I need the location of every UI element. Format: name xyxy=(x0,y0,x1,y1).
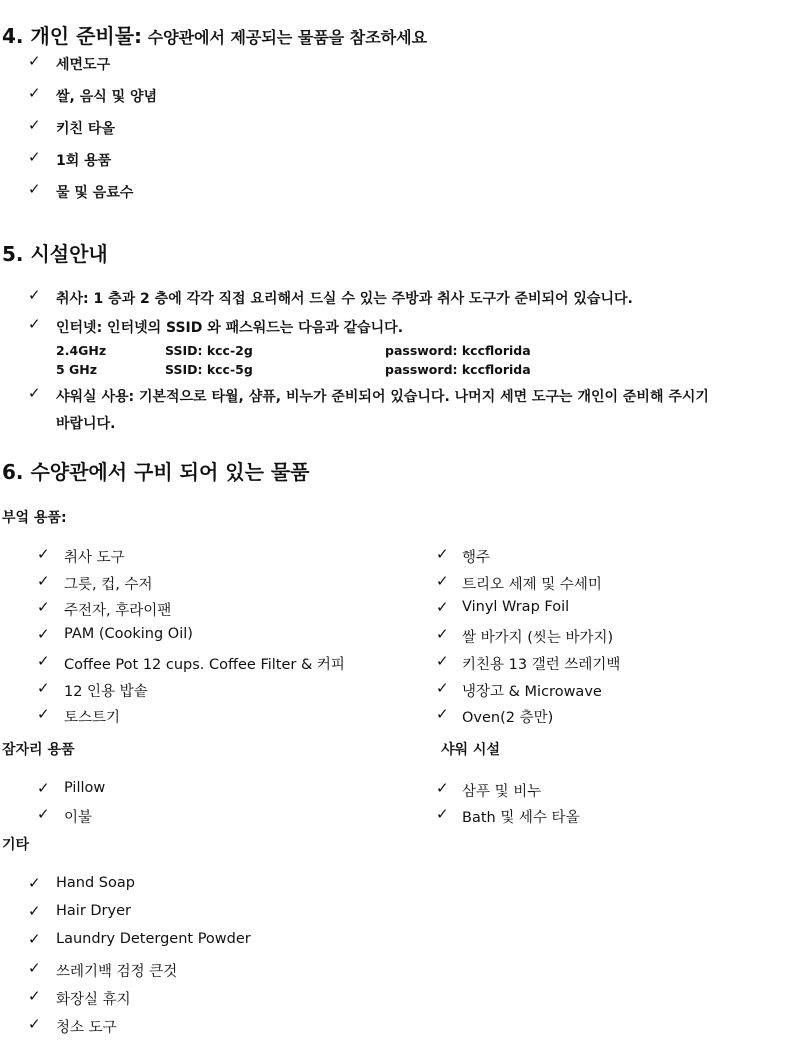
check-icon: ✓ xyxy=(37,705,50,724)
list-item: 키친 타올 xyxy=(56,121,115,137)
list-item: Hand Soap xyxy=(56,875,135,891)
etc-title: 기타 xyxy=(2,837,30,853)
list-item: 행주 xyxy=(462,550,491,566)
check-icon: ✓ xyxy=(28,52,41,70)
wifi-password: password: kccflorida xyxy=(385,362,531,377)
check-icon: ✓ xyxy=(37,678,50,697)
list-item: 물 및 음료수 xyxy=(56,185,134,201)
check-icon: ✓ xyxy=(28,1015,41,1033)
check-icon: ✓ xyxy=(28,958,41,977)
list-item: 주전자, 후라이팬 xyxy=(64,603,172,620)
list-item: Oven(2 층만) xyxy=(462,710,554,727)
list-item: Bath 및 세수 타올 xyxy=(462,810,580,826)
list-item: 화장실 휴지 xyxy=(56,991,131,1008)
check-icon: ✓ xyxy=(436,779,449,797)
list-item: 쌀 바가지 (씻는 바가지) xyxy=(462,630,614,647)
check-icon: ✓ xyxy=(37,571,50,590)
bedding-title: 잠자리 용품 xyxy=(2,742,75,758)
check-icon: ✓ xyxy=(28,315,41,333)
check-icon: ✓ xyxy=(28,930,41,949)
list-item: Hair Dryer xyxy=(56,903,131,920)
list-item: Laundry Detergent Powder xyxy=(56,931,251,948)
list-item: Pillow xyxy=(64,780,106,796)
check-icon: ✓ xyxy=(37,545,50,563)
list-item: Coffee Pot 12 cups. Coffee Filter & 커피 xyxy=(64,656,345,673)
check-icon: ✓ xyxy=(28,874,41,892)
cooking-info: 취사: 1 층과 2 층에 각각 직접 요리해서 드실 수 있는 주방과 취사 도구가 준비되어 있습니다. xyxy=(56,291,633,307)
list-item: 세면도구 xyxy=(56,57,111,73)
shower-info-line2: 바랍니다. xyxy=(56,416,116,432)
check-icon: ✓ xyxy=(37,779,50,797)
check-icon: ✓ xyxy=(28,116,41,134)
list-item: 냉장고 & Microwave xyxy=(462,683,602,700)
check-icon: ✓ xyxy=(37,625,50,644)
list-item: 쓰레기백 검정 큰것 xyxy=(56,963,178,980)
wifi-ssid: SSID: kcc-2g xyxy=(165,343,253,358)
list-item: 1회 용품 xyxy=(56,153,112,169)
check-icon: ✓ xyxy=(28,180,41,198)
check-icon: ✓ xyxy=(28,902,41,921)
kitchen-title: 부엌 용품: xyxy=(2,510,67,526)
list-item: PAM (Cooking Oil) xyxy=(64,626,193,643)
list-item: 삼푸 및 비누 xyxy=(462,784,542,800)
list-item: 트리오 세제 및 수세미 xyxy=(462,576,602,593)
check-icon: ✓ xyxy=(436,651,449,670)
wifi-ssid: SSID: kcc-5g xyxy=(165,362,253,377)
check-icon: ✓ xyxy=(436,805,449,823)
check-icon: ✓ xyxy=(28,286,41,304)
shower-info-line1: 샤워실 사용: 기본적으로 타월, 샴퓨, 비누가 준비되어 있습니다. 나머지 세면 도구는 개인이 준비해 주시기 xyxy=(56,389,709,405)
list-item: 토스트기 xyxy=(64,710,121,727)
check-icon: ✓ xyxy=(28,84,41,102)
check-icon: ✓ xyxy=(28,148,41,166)
list-item: 쌀, 음식 및 양념 xyxy=(56,89,158,105)
section4-heading xyxy=(2,20,427,49)
shower-title: 샤워 시설 xyxy=(441,742,500,758)
list-item: 그릇, 컵, 수저 xyxy=(64,576,153,593)
check-icon: ✓ xyxy=(436,598,449,617)
wifi-band: 2.4GHz xyxy=(56,343,107,358)
check-icon: ✓ xyxy=(436,625,449,644)
check-icon: ✓ xyxy=(28,986,41,1005)
check-icon: ✓ xyxy=(436,705,449,724)
check-icon: ✓ xyxy=(436,545,449,563)
check-icon: ✓ xyxy=(436,571,449,590)
check-icon: ✓ xyxy=(37,651,50,670)
section5-heading: 5. 시설안내 xyxy=(2,242,108,266)
section6-heading: 6. 수양관에서 구비 되어 있는 물품 xyxy=(2,460,310,484)
list-item: 키친용 13 갤런 쓰레기백 xyxy=(462,656,621,673)
list-item: 청소 도구 xyxy=(56,1020,117,1036)
section4-heading-suffix: 수양관에서 제공되는 물품을 참조하세요 xyxy=(147,28,428,47)
check-icon: ✓ xyxy=(28,384,41,402)
list-item: 이불 xyxy=(64,810,93,826)
list-item: Vinyl Wrap Foil xyxy=(462,599,570,616)
wifi-band: 5 GHz xyxy=(56,362,98,377)
check-icon: ✓ xyxy=(436,678,449,697)
section4-heading-title: 4. 개인 준비물: xyxy=(2,24,143,48)
wifi-password: password: kccflorida xyxy=(385,343,531,358)
internet-info: 인터넷: 인터넷의 SSID 와 패스워드는 다음과 같습니다. xyxy=(56,320,404,336)
list-item: 취사 도구 xyxy=(64,550,125,566)
list-item: 12 인용 밥솥 xyxy=(64,683,148,700)
check-icon: ✓ xyxy=(37,805,50,823)
check-icon: ✓ xyxy=(37,598,50,617)
